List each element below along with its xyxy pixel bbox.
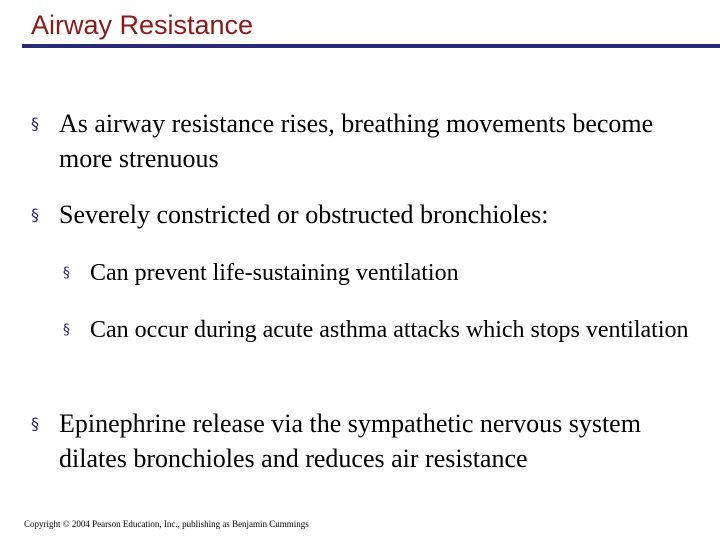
slide-title: Airway Resistance <box>31 10 254 40</box>
bullet-constricted-bronchioles <box>31 197 711 232</box>
subbullet-marker-icon: § <box>63 265 70 281</box>
bullet-epinephrine <box>31 406 711 476</box>
subbullet-marker-icon: § <box>63 322 70 338</box>
title-rule <box>22 44 720 48</box>
bullet-marker-icon: § <box>31 414 39 433</box>
bullet-text: As airway resistance rises, breathing movements become more strenuous <box>59 109 654 173</box>
bullet-marker-icon: § <box>31 114 39 133</box>
subbullet-text: Can prevent life-sustaining ventilation <box>90 260 459 286</box>
bullet-airway-resistance <box>31 106 711 176</box>
subbullet-text: Can occur during acute asthma attacks which stops ventilation <box>90 317 689 343</box>
subbullet-prevent-ventilation <box>63 255 713 291</box>
bullet-marker-icon: § <box>31 205 39 224</box>
bullet-text: Epinephrine release via the sympathetic nervous system dilates bronchioles and reduces air resistance <box>59 409 641 473</box>
copyright-footer: Copyright © 2004 Pearson Education, Inc., publishing as Benjamin Cummings <box>24 519 309 529</box>
bullet-text: Severely constricted or obstructed bronchioles: <box>59 200 549 229</box>
subbullet-asthma-attacks <box>63 312 713 348</box>
